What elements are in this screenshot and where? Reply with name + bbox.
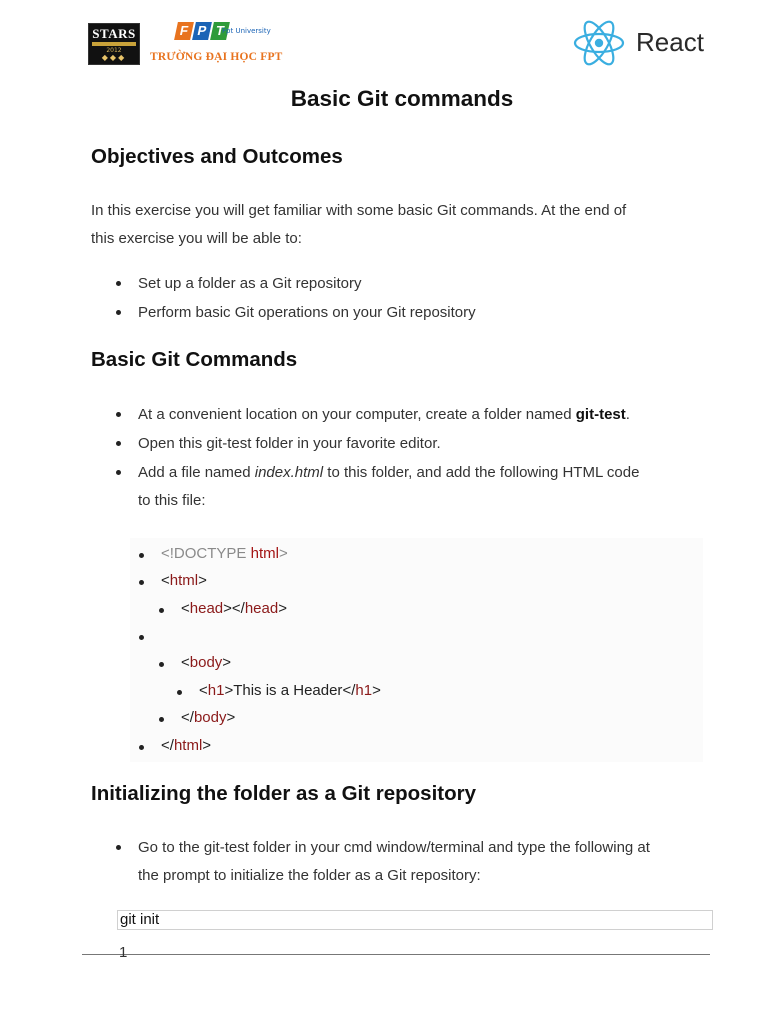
code-bracket: </ [342,682,356,699]
step-create-folder [138,400,630,429]
code-line-html-open [161,571,207,591]
react-label: React [636,27,704,57]
code-line-h1 [199,681,381,701]
code-line-html-close [161,736,211,756]
code-bracket: < [161,572,170,589]
fpt-logo [176,22,236,48]
code-doctype-html: html [250,545,279,562]
code-bracket: > [202,737,212,754]
step-go-to-folder: Go to the git-test folder in your cmd window/terminal and type the following at [138,833,650,862]
objective-item: Set up a folder as a Git repository [138,269,361,298]
code-tag: head [244,600,279,617]
code-bracket: </ [231,600,245,617]
document-title: Basic Git commands [290,86,514,111]
step-create-folder-text: At a convenient location on your computer, create a folder named [138,406,576,423]
code-bracket: > [198,572,207,589]
code-doctype-close: > [278,545,288,562]
code-bracket: </ [181,709,194,726]
stars-logo-band [92,42,136,46]
fpt-university-name: TRƯỜNG ĐẠI HỌC FPT [150,51,283,63]
code-tag: h1 [355,682,373,699]
fpt-letter-f: F [174,22,194,40]
stars-logo-text: STARS [92,26,136,41]
code-tag: html [173,737,203,754]
git-init-command-box: git init [117,910,713,930]
step-add-file-text-cont: to this folder, and add the following HTML code [323,464,640,481]
step-add-file-line-2: to this file: [138,492,206,509]
fpt-letter-p: P [192,22,212,40]
objectives-heading: Objectives and Outcomes [91,145,343,168]
fpt-letter-t: T [210,22,230,40]
step-open-folder: Open this git-test folder in your favorite editor. [138,429,441,458]
html-code-sample [130,538,703,762]
step-go-to-folder-line-2: the prompt to initialize the folder as a Git repository: [138,867,481,884]
objective-item: Perform basic Git operations on your Git repository [138,298,476,327]
code-line-head [181,599,287,619]
code-bracket: > [224,682,234,699]
react-atom-icon [573,20,625,66]
code-tag: html [169,572,199,589]
code-line-body-open [181,653,231,673]
code-bracket: > [278,600,287,617]
stars-logo-stars-icon: ◆◆◆ [101,53,127,62]
code-doctype-keyword: <!DOCTYPE [161,545,251,562]
step-add-file-text: Add a file named [138,464,255,481]
fpt-university-small-label: Fpt University [222,27,271,35]
file-name-italic: index.html [254,464,324,481]
code-bracket: </ [161,737,174,754]
code-bracket: < [181,600,190,617]
code-tag: head [189,600,224,617]
code-bracket: > [222,654,232,671]
code-tag: h1 [207,682,225,699]
step-add-file [138,458,639,487]
code-bracket: > [223,600,232,617]
objectives-intro-line-1: In this exercise you will get familiar with some basic Git commands. At the end of [91,202,627,219]
step-create-folder-end: . [625,406,630,423]
code-tag: body [189,654,223,671]
folder-name-bold: git-test [575,406,626,423]
code-bracket: > [226,709,236,726]
stars-logo [88,23,140,65]
basic-commands-heading: Basic Git Commands [91,348,298,371]
code-h1-text: This is a Header [233,682,343,699]
code-line-doctype [161,544,288,564]
code-bracket: > [372,682,381,699]
init-repo-heading: Initializing the folder as a Git repository [91,782,477,805]
code-line-body-close [181,708,235,728]
code-bracket: < [181,654,190,671]
footer-rule [82,954,710,955]
stars-logo-year: 2012 [106,47,122,54]
page-number: 1 [119,944,128,961]
code-bracket: < [199,682,208,699]
objectives-intro-line-2: this exercise you will be able to: [91,230,302,247]
code-tag: body [193,709,227,726]
